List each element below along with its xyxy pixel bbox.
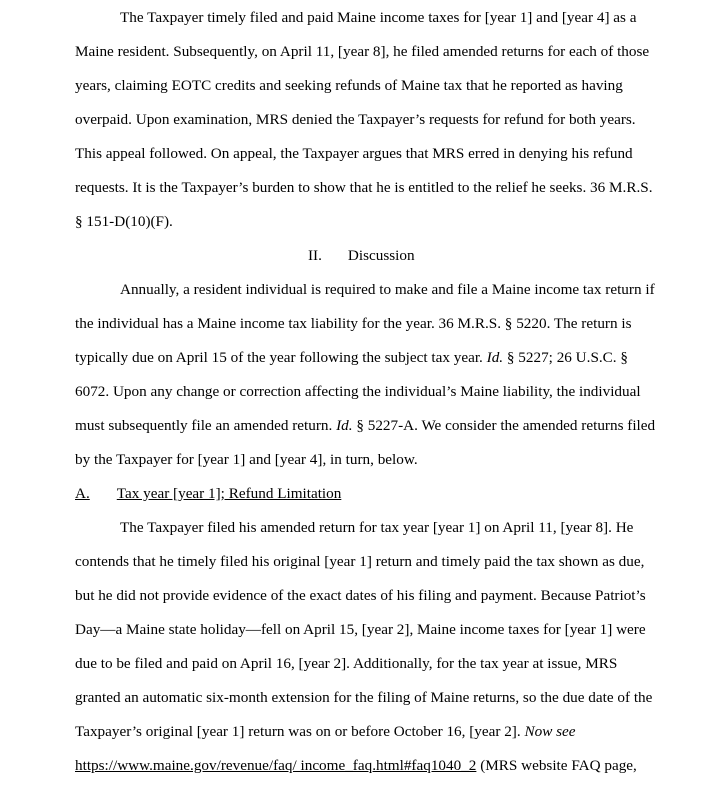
para1-line3: years, claiming EOTC credits and seeking refunds of Maine tax that he reported as having: [75, 77, 623, 94]
subsection-letter: A.: [75, 485, 90, 502]
subsection-heading: [75, 484, 341, 504]
para2-line1: Annually, a resident individual is required to make and file a Maine income tax return if: [120, 281, 655, 298]
para3-line5: due to be filed and paid on April 16, [year 2]. Additionally, for the tax year at issue, MRS: [75, 655, 618, 672]
para2-line3-text: typically due on April 15 of the year following the subject tax year.: [75, 349, 487, 366]
para2-line3-text-end: § 5227; 26 U.S.C. §: [503, 349, 628, 366]
para2-line6: by the Taxpayer for [year 1] and [year 4], in turn, below.: [75, 451, 418, 468]
citation-id: Id.: [336, 417, 353, 434]
faq-url-link[interactable]: https://www.maine.gov/revenue/faq/ income_faq.html#faq1040_2: [75, 757, 477, 774]
para2-line2: the individual has a Maine income tax liability for the year. 36 M.R.S. § 5220. The return is: [75, 315, 632, 332]
para1-line6: requests. It is the Taxpayer’s burden to show that he is entitled to the relief he seeks. 36 M.R.S.: [75, 179, 653, 196]
para3-line4: Day—a Maine state holiday—fell on April 15, [year 2], Maine income taxes for [year 1] were: [75, 621, 646, 638]
para2-line4: 6072. Upon any change or correction affecting the individual’s Maine liability, the individual: [75, 383, 641, 400]
para3-line7: [75, 722, 576, 742]
para1-line2: Maine resident. Subsequently, on April 11, [year 8], he filed amended returns for each of those: [75, 43, 650, 60]
para2-line5-text-end: § 5227-A. We consider the amended returns filed: [352, 417, 656, 434]
para1-line4: overpaid. Upon examination, MRS denied the Taxpayer’s requests for refund for both years.: [75, 111, 636, 128]
para2-line5: [75, 416, 655, 436]
section-number: II.: [308, 247, 322, 264]
para2-line5-text: must subsequently file an amended return.: [75, 417, 337, 434]
citation-signal: Now see: [524, 723, 576, 740]
para3-line2: contends that he timely filed his original [year 1] return and timely paid the tax shown as due,: [75, 553, 645, 570]
section-title: Discussion: [347, 247, 415, 264]
para3-line1: The Taxpayer filed his amended return for tax year [year 1] on April 11, [year 8]. He: [120, 519, 634, 536]
section-heading: [308, 246, 415, 266]
para2-line3: [75, 348, 628, 368]
para1-line5: This appeal followed. On appeal, the Taxpayer argues that MRS erred in denying his refund: [75, 145, 633, 162]
para3-line3: but he did not provide evidence of the exact dates of his filing and payment. Because Patriot’s: [75, 587, 646, 604]
citation-id: Id.: [486, 349, 504, 366]
para3-line8: [75, 756, 637, 776]
subsection-title: Tax year [year 1]; Refund Limitation: [116, 485, 342, 502]
para1-line1: The Taxpayer timely filed and paid Maine income taxes for [year 1] and [year 4] as a: [120, 9, 637, 26]
para1-line7: § 151-D(10)(F).: [75, 213, 173, 230]
para3-line6: granted an automatic six-month extension for the filing of Maine returns, so the due date of the: [75, 689, 653, 706]
para3-line8-text: (MRS website FAQ page,: [476, 757, 637, 774]
para3-line7-text: Taxpayer’s original [year 1] return was on or before October 16, [year 2].: [75, 723, 525, 740]
